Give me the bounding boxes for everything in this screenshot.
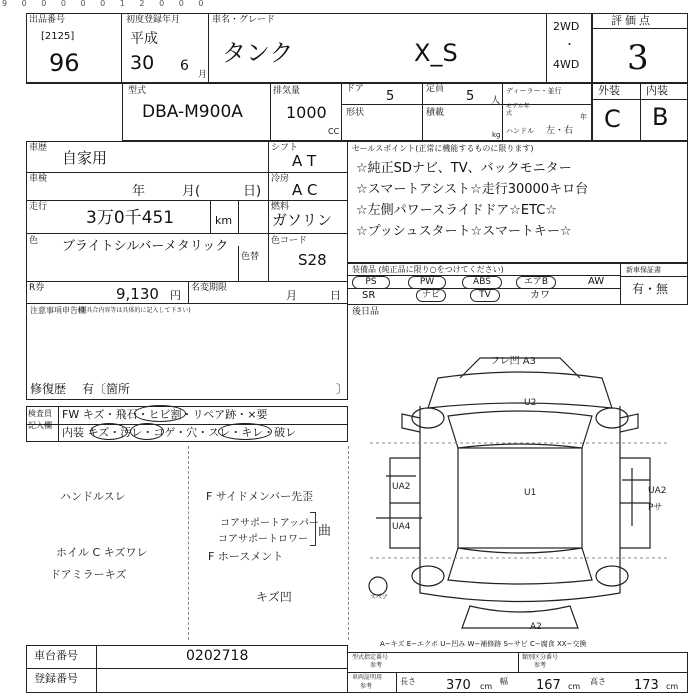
type-cert-label: 型式指定番号 [352,654,389,661]
first-reg-label: 初度登録年月 [126,15,181,25]
interior-label: 内装 [646,84,668,97]
equip-tv: TV [470,289,500,302]
width-value: 167 [536,678,561,693]
inspection-month: 月( [182,184,201,199]
kg-unit: kg [492,131,501,139]
color: ブライトシルバーメタリック [62,239,229,254]
interior-grade: B [652,103,669,131]
color-code-label: 色コード [271,236,308,246]
cc-unit: CC [328,127,340,136]
inspection-year: 年 [132,184,146,199]
hw-hoodment: F ホースメント [208,550,284,563]
displacement: 1000 [286,103,327,122]
sales-point-4: ☆プッシュスタート☆スマートキー☆ [356,224,572,239]
model-year-label: モデル年式 [506,103,530,117]
dealer-label: ディーラー・並行 [506,87,562,95]
yen-unit: 円 [170,289,181,302]
mileage: 3万0千451 [86,208,175,228]
drive-2wd: 2WD [553,20,580,33]
exterior-grade: C [604,105,621,133]
diag-ua2-left: UA2 [392,482,411,492]
warranty-value: 有・無 [632,282,669,296]
diag-p-sabi: Pサ [648,503,663,513]
capacity-unit: 人 [491,96,501,106]
shape-label: 形状 [346,108,365,118]
attention-box [26,304,348,400]
fuel-label: 燃料 [271,202,290,212]
diag-u2: U2 [524,398,537,408]
type-cert-ref: 参考 [370,662,383,669]
name-change-label: 名変期限 [191,283,228,293]
width-unit: cm [568,682,581,691]
diag-spare: スペア [370,594,389,601]
damage-legend: A−キズ E−エクボ U−凹み W−補修跡 S−サビ C−腐食 XX−交換 [380,640,587,648]
sales-point-1: ☆純正SDナビ、TV、バックモニター [356,161,572,176]
doors: 5 [386,89,395,104]
score-value: 3 [627,38,649,78]
car-name: タンク [222,39,294,67]
sales-point-3: ☆左側パワースライドドア☆ETC☆ [356,203,558,218]
history: 自家用 [62,149,108,167]
fuel: ガソリン [272,211,333,229]
checklist-row-1: FW キズ・飛石・ヒビ割・リペア跡・×要 [62,408,268,421]
repair-label: 修復歴 [30,382,67,396]
hw-scratch-dent: キズ凹 [256,590,292,604]
warranty-label: 新車保証書 [626,266,661,274]
color-label: 色 [29,236,39,246]
header-box [122,13,592,83]
sales-point-2: ☆スマートアシスト☆走行30000キロ台 [356,182,589,197]
exterior-label: 外装 [598,84,620,97]
score-label: 評価点 [611,14,653,27]
hw-wheel: ホイル C キズワレ [56,546,148,559]
top-strip: 9 0 0 0 0 0 1 2 0 0 0 [2,0,210,8]
equip-sr: SR [362,290,376,301]
reg-month: 6 [180,58,189,74]
diag-ua2-right: UA2 [648,486,667,496]
grade: X_S [414,39,458,67]
circle-wear [218,423,272,440]
color-change-label: 色替 [241,252,260,262]
reg-year: 30 [130,52,155,74]
month-unit: 月 [198,70,208,80]
hw-bent: 曲 [318,524,332,539]
checklist-row-2: 内装 キズ・汚レ・コゲ・穴・スレ・キレ・破レ [62,426,297,439]
displacement-label: 排気量 [273,86,301,96]
attention-sub: (不具合内容等は具体的に記入して下さい) [78,307,191,314]
recycle-amount: 9,130 [116,285,159,303]
class-label: 類別区分番号 [522,654,559,661]
name-change-day: 日 [330,289,341,302]
reg-label: 登録番号 [34,672,78,685]
chassis-label: 車台番号 [34,649,78,662]
load-label: 積載 [426,108,445,118]
length-label: 長さ [400,677,416,686]
lot-box [26,13,122,83]
ac: A C [292,181,318,199]
diag-ua4: UA4 [392,522,411,532]
shift: A T [292,152,317,170]
hw-mirror: ドアミラーキズ [50,568,127,581]
diag-a2: A2 [530,622,542,632]
circle-scratch [90,423,128,440]
inspection-label: 車検 [29,174,48,184]
sales-points-title: セールスポイント(正常に機能するものに限ります) [352,144,534,153]
repair-value: 有〔箇所 [82,382,131,396]
hw-core-lower: コアサポートロワー [218,534,308,545]
model: DBA-M900A [142,102,243,122]
height-value: 173 [634,678,659,693]
length-value: 370 [446,678,471,693]
equip-leather: カワ [530,290,550,301]
rear-label: 後日品 [352,307,380,317]
circle-dirt [130,423,164,440]
checklist-label-bottom: 記入欄 [28,421,52,430]
dims-ref: 参考 [360,683,373,690]
history-label: 車歴 [29,143,48,153]
name-change-month: 月 [286,289,297,302]
checklist-label-top: 検査員 [28,409,52,418]
repair-close: 〕 [336,382,349,396]
dims-label: 車両証明用 [352,674,383,681]
ac-label: 冷房 [271,174,290,184]
equip-abs: ABS [462,276,502,289]
sales-points-box [348,141,688,263]
diag-u1: U1 [524,488,537,498]
km-unit: km [215,214,233,227]
equip-airbag: エアB [516,276,556,289]
sales-points-list [356,158,588,242]
color-code: S28 [298,251,327,269]
era: 平成 [130,31,158,47]
hw-handle-wear: ハンドルスレ [60,490,126,503]
chassis-number: 0202718 [186,648,249,664]
mileage-label: 走行 [29,202,48,212]
handle-value: 左・右 [546,126,574,136]
handle-label: ハンドル [506,127,534,135]
equip-navi: ナビ [416,289,446,302]
class-ref: 参考 [534,662,547,669]
equip-ps: PS [352,276,390,289]
length-unit: cm [480,682,493,691]
drive-4wd: 4WD [553,58,580,71]
equipment-title: 装備品 (純正品に限り○をつけてください) [352,265,504,274]
hw-side-member: F サイドメンバー先歪 [206,490,314,503]
lot-code: [2125] [41,31,75,42]
score-box [592,13,688,83]
car-name-label: 車名・グレード [212,15,276,25]
hw-core-upper: コアサポートアッパー [220,518,319,529]
width-label: 幅 [500,677,508,686]
equip-aw: AW [588,276,605,287]
inspection-day: 日) [243,184,262,199]
lot-number: 96 [49,49,80,77]
diag-frame-dent: フレ凹 A3 [490,356,536,367]
capacity: 5 [466,89,475,104]
model-label: 型式 [128,86,147,96]
lot-label: 出品番号 [29,15,66,25]
drive-dot: ・ [564,38,575,51]
capacity-label: 定員 [426,84,445,94]
car-diagram [350,348,688,638]
height-label: 高さ [590,677,606,686]
shift-label: シフト [271,143,299,153]
recycle-label: R券 [29,283,45,293]
attention-label: 注意事項申告欄 [30,306,86,315]
circle-chipped [134,405,186,422]
equip-pw: PW [408,276,446,289]
year-unit: 年 [580,113,587,121]
height-unit: cm [666,682,679,691]
doors-label: ドア [346,84,364,94]
